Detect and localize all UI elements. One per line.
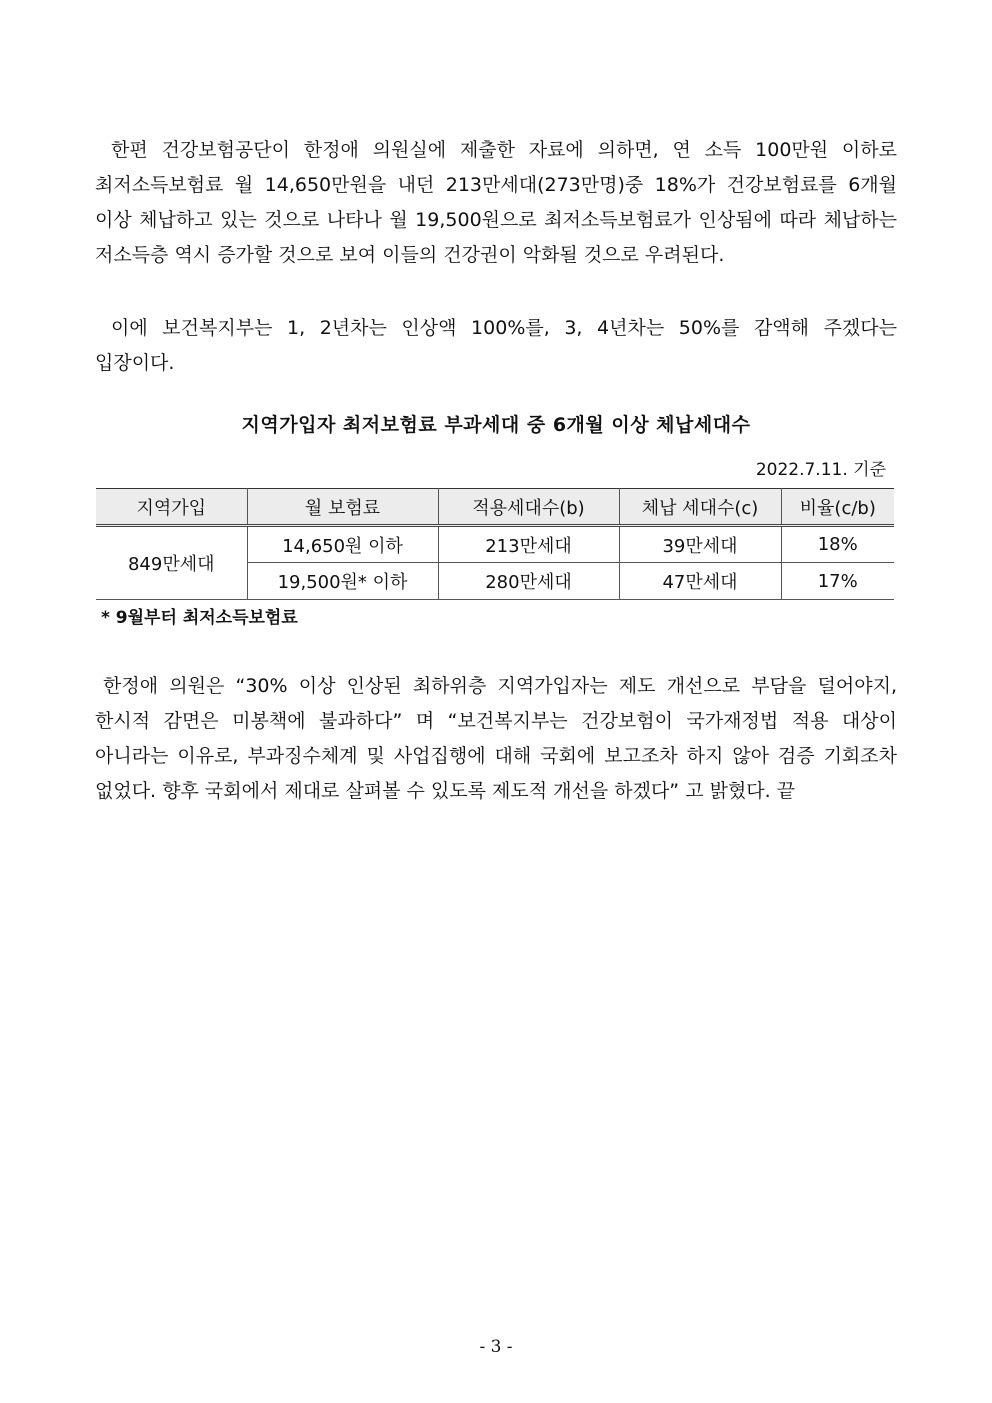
group-cell: 849만세대 [96, 526, 247, 600]
arrears-table [96, 488, 894, 600]
header-cell-region: 지역가입 [96, 489, 247, 526]
header-cell-arrears: 체납 세대수(c) [619, 489, 781, 526]
paragraph-text: 한정애 의원은 “30% 이상 인상된 최하위층 지역가입자는 제도 개선으로 부담을 덜어야지, 한시적 감면은 미봉책에 불과하다” 며 “보건복지부는 건강보험이 국가재정법 적용 대상이 아니라는 이유로, 부과징수체계 및 사업집행에 대해 국회에 보고조차 하지 않아 검증 기회조차 없었다. 향후 국회에서 제대로 살펴볼 수 있도록 제도적 개선을 하겠다” 고 밝혔다. 끝 [95, 675, 897, 802]
table-header-row [96, 489, 894, 526]
applied-cell: 213만세대 [438, 526, 619, 563]
header-cell-premium: 월 보험료 [247, 489, 438, 526]
premium-cell: 14,650원 이하 [247, 526, 438, 563]
applied-cell: 280만세대 [438, 563, 619, 600]
table-date: 2022.7.11. 기준 [755, 460, 886, 480]
paragraph-text: 한편 건강보험공단이 한정애 의원실에 제출한 자료에 의하면, 연 소득 100만원 이하로 최저소득보험료 월 14,650만원을 내던 213만세대(273만명)중 18%가 건강보험료를 6개월 이상 체납하고 있는 것으로 나타나 월 19,500원으로 최저소득보험료가 인상됨에 따라 체납하는 저소득층 역시 증가할 것으로 보여 이들의 건강권이 악화될 것으로 우려된다. [95, 139, 897, 266]
paragraph-text: 이에 보건복지부는 1, 2년차는 인상액 100%를, 3, 4년차는 50%를 감액해 주겠다는 입장이다. [95, 317, 897, 374]
ratio-cell: 18% [781, 526, 894, 563]
arrears-cell: 47만세대 [619, 563, 781, 600]
premium-cell: 19,500원* 이하 [247, 563, 438, 600]
paragraph-insurance-arrears [95, 133, 897, 273]
table-title: 지역가입자 최저보험료 부과세대 중 6개월 이상 체납세대수 [241, 414, 751, 436]
paragraph-lawmaker-quote [95, 669, 897, 809]
header-cell-ratio: 비율(c/b) [781, 489, 894, 526]
table-row [96, 526, 894, 563]
arrears-cell: 39만세대 [619, 526, 781, 563]
header-cell-applied: 적용세대수(b) [438, 489, 619, 526]
page-number: - 3 - [479, 1337, 513, 1357]
table-footnote: * 9월부터 최저소득보험료 [101, 608, 298, 628]
paragraph-ministry-position [95, 311, 897, 381]
ratio-cell: 17% [781, 563, 894, 600]
